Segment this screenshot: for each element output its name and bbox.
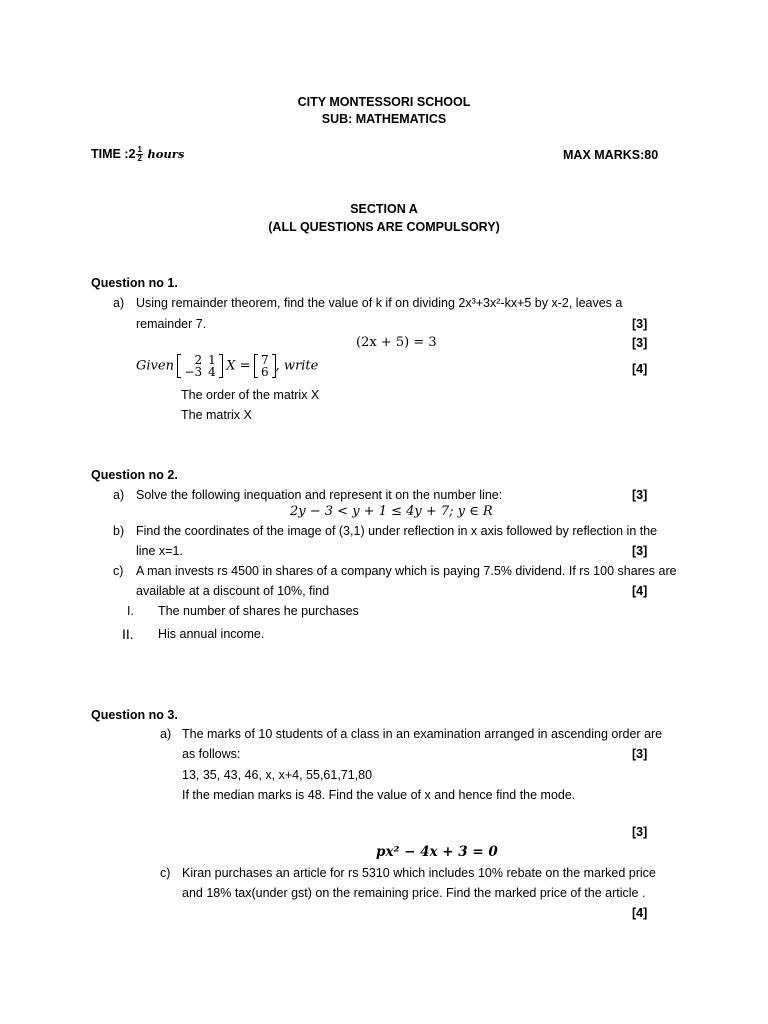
time-frac-num: 1	[137, 145, 142, 154]
matrix-b-cell: 7	[261, 353, 269, 367]
q1-sub1: The order of the matrix X	[181, 388, 320, 402]
subject-line: SUB: MATHEMATICS	[321, 112, 447, 126]
q1-a-text2: remainder 7.	[136, 317, 207, 331]
time-frac-den: 2	[137, 154, 142, 163]
q3-c-label: c)	[160, 866, 171, 880]
q2-b-text: Find the coordinates of the image of (3,1) under reflection in x axis followed by reflection in the	[136, 524, 658, 538]
q2-c-text: A man invests rs 4500 in shares of a company which is paying 7.5% dividend. If rs 100 shares are	[136, 564, 677, 578]
q2-i-text: The number of shares he purchases	[158, 604, 359, 618]
q1-given-line	[136, 354, 318, 378]
max-marks: MAX MARKS:80	[563, 148, 659, 162]
q1-heading: Question no 1.	[91, 276, 178, 290]
q3-b-equation: px² − 4x + 3 = 0	[376, 844, 498, 860]
q3-a-marks: [3]	[632, 747, 648, 761]
q3-a-text3: If the median marks is 48. Find the value of x and hence find the mode.	[182, 788, 576, 802]
q2-ii-label: II.	[122, 626, 134, 642]
q3-a-label: a)	[160, 727, 172, 741]
matrix-b	[254, 354, 276, 378]
q1-a-text: Using remainder theorem, find the value of k if on dividing 2x³+3x²-kx+5 by x-2, leaves a	[136, 296, 623, 310]
write-word: , write	[275, 358, 319, 374]
time-prefix: TIME :2	[91, 146, 136, 161]
q1-given-marks: [4]	[632, 362, 648, 376]
matrix-a-cell: 2	[194, 353, 203, 367]
q2-a-text: Solve the following inequation and represent it on the number line:	[136, 488, 503, 502]
q3-c-text2: and 18% tax(under gst) on the remaining price. Find the marked price of the article .	[182, 886, 646, 900]
q2-heading: Question no 2.	[91, 468, 178, 482]
matrix-a-cell: 4	[208, 365, 216, 379]
q2-a-label: a)	[113, 488, 125, 502]
matrix-b-cell: 6	[261, 365, 269, 379]
q1-eq-marks: [3]	[632, 336, 648, 350]
time-unit: hours	[147, 146, 185, 161]
q3-c-marks: [4]	[632, 906, 648, 920]
q2-ii-text: His annual income.	[158, 627, 265, 641]
section-note: (ALL QUESTIONS ARE COMPULSORY)	[268, 220, 500, 234]
matrix-a	[177, 354, 222, 378]
time-fraction	[136, 146, 142, 163]
time-line	[91, 146, 184, 163]
q2-b-label: b)	[113, 524, 125, 538]
q3-c-text: Kiran purchases an article for rs 5310 which includes 10% rebate on the marked price	[182, 866, 656, 880]
q3-a-text2: as follows:	[182, 747, 241, 761]
q3-a-text: The marks of 10 students of a class in an examination arranged in ascending order are	[182, 727, 663, 741]
q2-b-text2: line x=1.	[136, 544, 183, 558]
q1-a-marks: [3]	[632, 317, 648, 331]
q2-i-label: I.	[127, 604, 134, 618]
given-word: Given	[136, 358, 174, 374]
q1-a-label: a)	[113, 296, 125, 310]
section-title: SECTION A	[350, 202, 418, 216]
q1-equation: (2x + 5) = 3	[356, 335, 437, 350]
q3-b-marks: [3]	[632, 825, 648, 839]
q2-c-marks: [4]	[632, 584, 648, 598]
q3-heading: Question no 3.	[91, 708, 178, 722]
matrix-a-cell: 1	[208, 353, 216, 367]
q2-c-text2: available at a discount of 10%, find	[136, 584, 330, 598]
q2-c-label: c)	[113, 564, 124, 578]
q2-a-marks: [3]	[632, 488, 648, 502]
q2-inequation: 2y − 3 < y + 1 ≤ 4y + 7; y ∈ R	[290, 504, 493, 519]
x-equals: X =	[226, 358, 251, 374]
q2-b-marks: [3]	[632, 544, 648, 558]
school-name: CITY MONTESSORI SCHOOL	[297, 95, 471, 109]
matrix-a-cell: −3	[184, 365, 203, 379]
q1-sub2: The matrix X	[181, 408, 252, 422]
q3-a-data: 13, 35, 43, 46, x, x+4, 55,61,71,80	[182, 768, 373, 782]
